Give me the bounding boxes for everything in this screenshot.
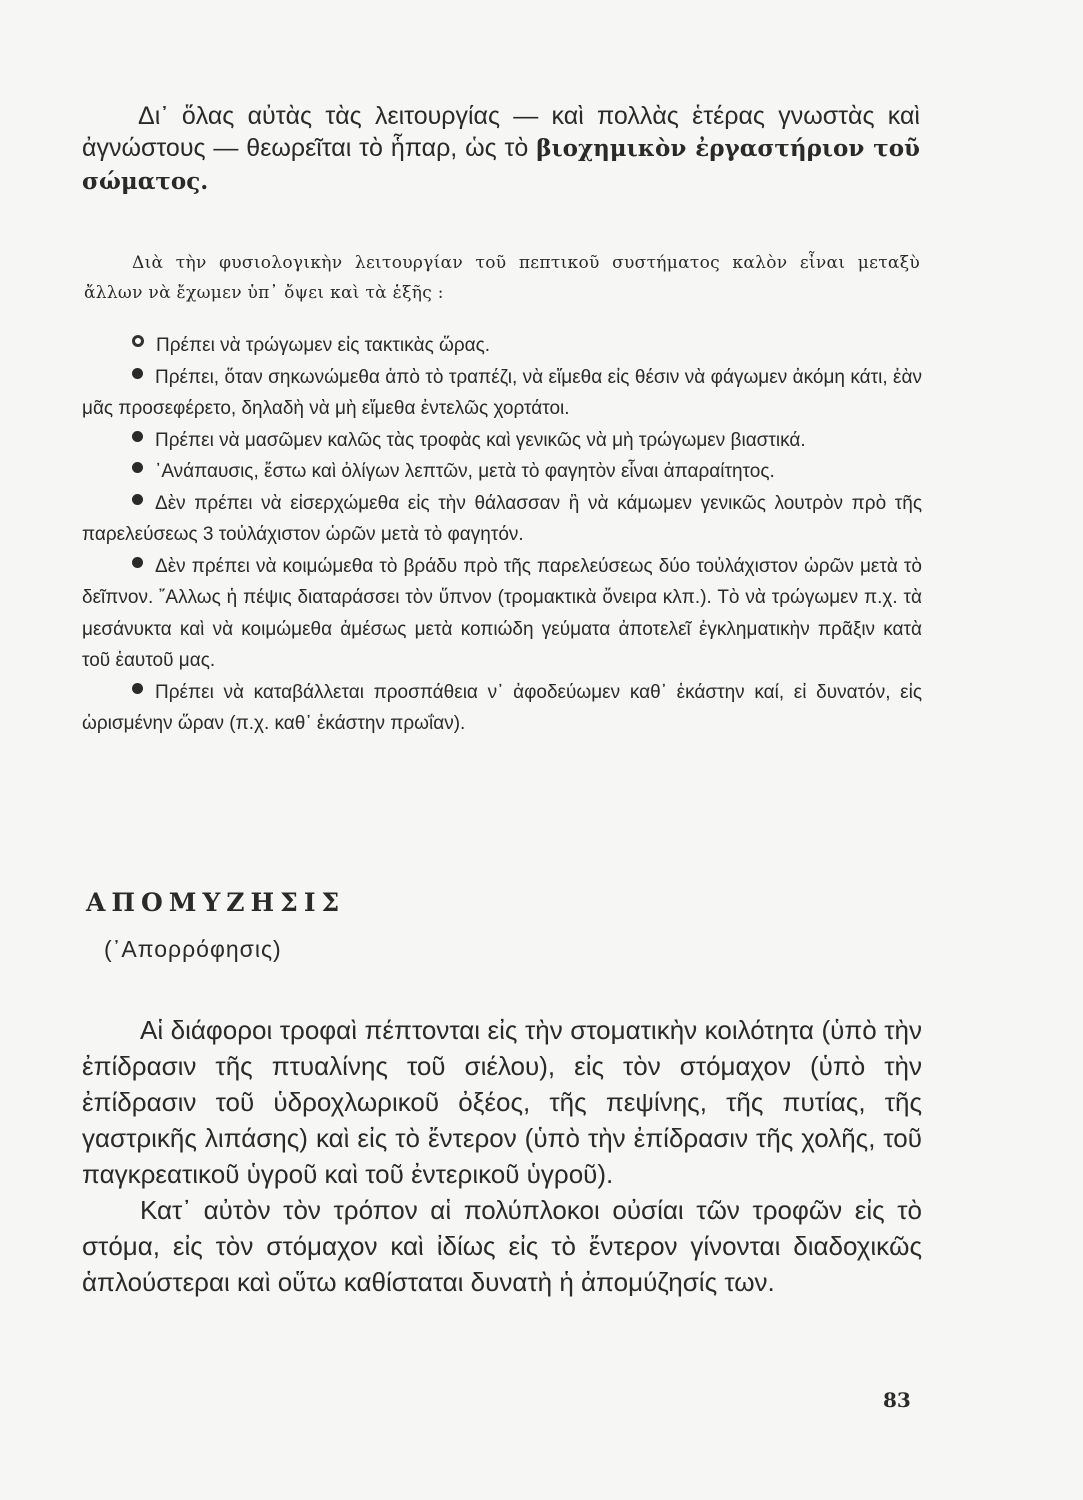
page-number: 83 <box>883 1388 911 1412</box>
intro-paragraph <box>82 100 920 198</box>
body-paragraph: Κατ᾽ αὐτὸν τὸν τρόπον αἱ πολύπλοκοι οὐσίαι τῶν τροφῶν εἰς τὸ στόμα, εἰς τὸν στόμαχον καὶ ἰδίως εἰς τὸ ἔντερον γίνονται διαδοχικῶς ἁπλούστεραι καὶ οὕτω καθίσταται δυνατὴ ἡ ἀπομύζησίς των. <box>82 1195 922 1297</box>
section-body <box>82 1012 922 1300</box>
list-item <box>82 551 922 677</box>
section-heading: ΑΠΟΜΥΖΗΣΙΣ <box>86 888 346 917</box>
list-item-text: ᾽Ανάπαυσις, ἔστω καὶ ὀλίγων λεπτῶν, μετὰ τὸ φαγητὸν εἶναι ἀπαραίτητος. <box>155 461 775 482</box>
bullet-icon <box>132 494 143 505</box>
list-item <box>82 456 922 488</box>
list-item-text: Δὲν πρέπει νὰ εἰσερχώμεθα εἰς τὴν θάλασσαν ἢ νὰ κάμωμεν γενικῶς λουτρὸν πρὸ τῆς παρελεύσεως 3 τοὐλάχιστον ὡρῶν μετὰ τὸ φαγητόν. <box>82 492 922 545</box>
list-item-text: Πρέπει, ὅταν σηκωνώμεθα ἀπὸ τὸ τραπέζι, νὰ εἴμεθα εἰς θέσιν νὰ φάγωμεν ἀκόμη κάτι, ἐὰν μᾶς προσεφέρετο, δηλαδὴ νὰ μὴ εἴμεθα ἐντελῶς χορτάτοι. <box>82 366 922 419</box>
bullet-icon <box>132 683 143 694</box>
lead-paragraph: Διὰ τὴν φυσιολογικὴν λειτουργίαν τοῦ πεπτικοῦ συστήματος καλὸν εἶναι μεταξὺ ἄλλων νὰ ἔχωμεν ὑπ᾽ ὄψει καὶ τὰ ἑξῆς : <box>84 253 920 303</box>
body-paragraph: Αἱ διάφοροι τροφαὶ πέπτονται εἰς τὴν στοματικὴν κοιλότητα (ὑπὸ τὴν ἐπίδρασιν τῆς πτυαλίνης τοῦ σιέλου), εἰς τὸν στόμαχον (ὑπὸ τὴν ἐπίδρασιν τοῦ ὑδροχλωρικοῦ ὀξέος, τῆς πεψίνης, τῆς πυτίας, τῆς γαστρικῆς λιπάσης) καὶ εἰς τὸ ἔντερον (ὑπὸ τὴν ἐπίδρασιν τῆς χολῆς, τοῦ παγκρεατικοῦ ὑγροῦ καὶ τοῦ ἐντερικοῦ ὑγροῦ). <box>82 1015 922 1189</box>
list-item <box>82 677 922 740</box>
bullet-icon <box>132 462 143 473</box>
bullet-icon <box>132 431 143 442</box>
bullet-icon <box>132 557 143 568</box>
bullet-icon <box>132 368 143 379</box>
list-item <box>82 330 922 362</box>
list-item <box>82 425 922 457</box>
bullet-icon <box>132 335 144 347</box>
list-item-text: Πρέπει νὰ καταβάλλεται προσπάθεια ν᾽ ἀφοδεύωμεν καθ᾽ ἑκάστην καί, εἰ δυνατόν, εἰς ὡρισμένην ὥραν (π.χ. καθ᾽ ἑκάστην πρωΐαν). <box>82 681 922 734</box>
section-subheading: (᾽Απορρόφησις) <box>104 936 282 962</box>
intro-text: Δι᾽ ὅλας αὐτὰς τὰς λειτουργίας — καὶ πολλὰς ἑτέρας γνωστὰς καὶ ἀγνώστους — θεωρεῖται τὸ ἧπαρ, ὡς τὸ <box>82 102 920 162</box>
list-item-text: Δὲν πρέπει νὰ κοιμώμεθα τὸ βράδυ πρὸ τῆς παρελεύσεως δύο τοὐλάχιστον ὡρῶν μετὰ τὸ δεῖπνον. ῎Αλλως ἡ πέψις διαταράσσει τὸν ὕπνον (τρομακτικὰ ὄνειρα κλπ.). Τὸ νὰ τρώγωμεν π.χ. τὰ μεσάνυκτα καὶ νὰ κοιμώμεθα ἀμέσως μετὰ κοπιώδη γεύματα ἀποτελεῖ ἐγκληματικὴν πρᾶξιν κατὰ τοῦ ἑαυτοῦ μας. <box>82 555 922 671</box>
list-item-text: Πρέπει νὰ μασῶμεν καλῶς τὰς τροφὰς καὶ γενικῶς νὰ μὴ τρώγωμεν βιαστικά. <box>155 429 806 451</box>
list-item <box>82 488 922 551</box>
list-item-text: Πρέπει νὰ τρώγωμεν εἰς τακτικὰς ὥρας. <box>156 335 491 356</box>
intro-emphasis: βιοχημικὸν ἐργαστήριον τοῦ σώματος. <box>82 135 920 195</box>
list-item <box>82 362 922 425</box>
advice-list <box>82 330 922 740</box>
